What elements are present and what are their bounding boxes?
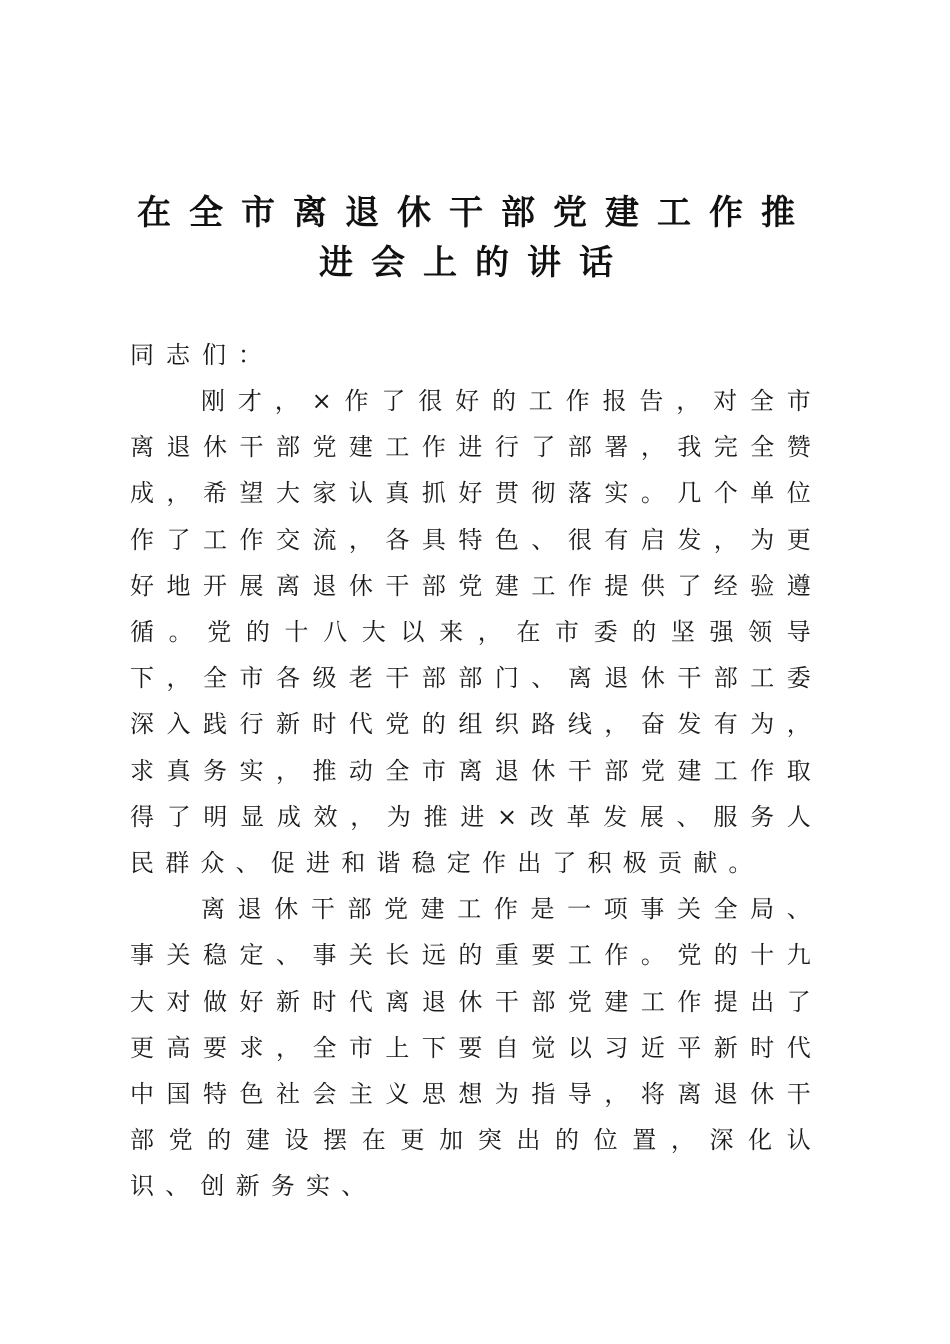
title-line-1: 在全市离退休干部党建工作推	[137, 193, 813, 233]
paragraph-1: 刚才，×作了很好的工作报告，对全市离退休干部党建工作进行了部署，我完全赞成，希望大家认真抓好贯彻落实。几个单位作了工作交流，各具特色、很有启发，为更好地开展离退休干部党建工作提供了经验遵循。党的十八大以来，在市委的坚强领导下，全市各级老干部部门、离退休干部工委深入践行新时代党的组织路线，奋发有为，求真务实，推动全市离退休干部党建工作取得了明显成效，为推进×改革发展、服务人民群众、促进和谐稳定作出了积极贡献。	[130, 387, 822, 878]
document-title	[95, 188, 855, 288]
paragraph-2: 离退休干部党建工作是一项事关全局、事关稳定、事关长远的重要工作。党的十九大对做好新时代离退休干部党建工作提出了更高要求，全市上下要自觉以习近平新时代中国特色社会主义思想为指导，将离退休干部党的建设摆在更加突出的位置，深化认识、创新务实、	[130, 895, 822, 1201]
document-body	[130, 332, 822, 1210]
title-line-2: 进会上的讲话	[319, 243, 631, 283]
salutation: 同志们：	[130, 341, 274, 369]
